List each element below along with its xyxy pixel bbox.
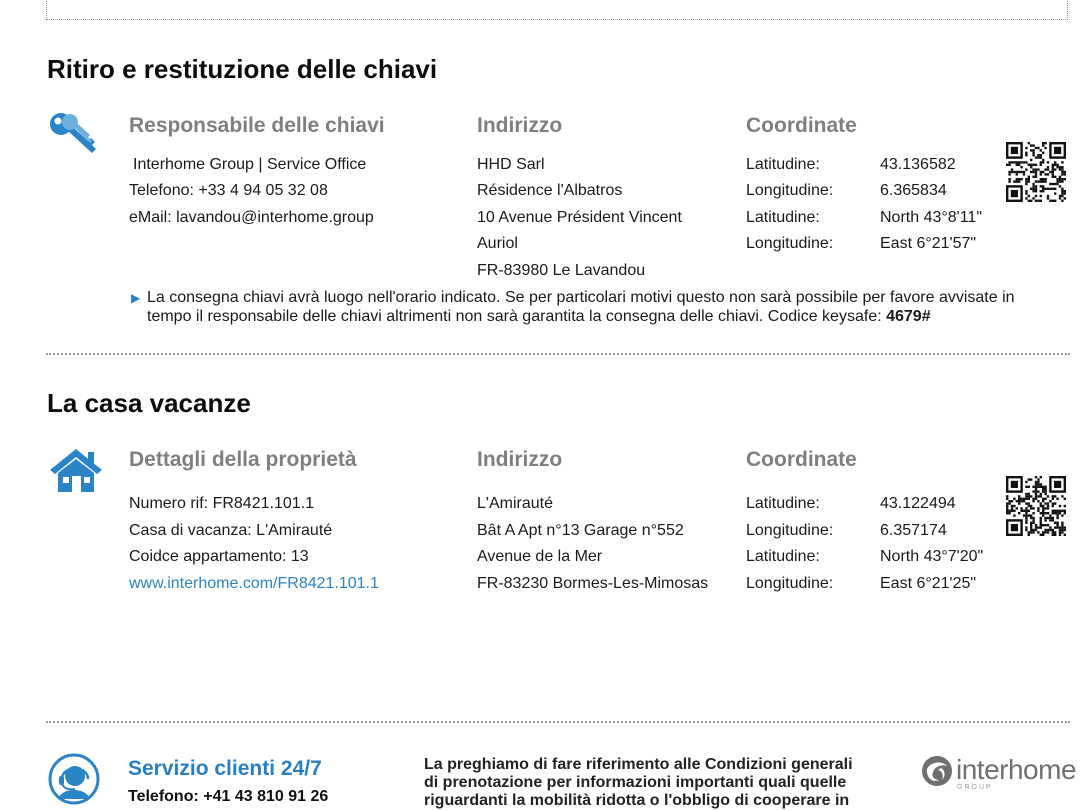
bullet-arrow-icon: ▶ [131, 291, 141, 305]
keys-coord-value: North 43°8'11" [880, 209, 983, 226]
keys-address-line: HHD Sarl [477, 156, 545, 173]
keys-coord-value: 6.365834 [880, 182, 947, 199]
keys-coord-label: Longitudine: [746, 182, 834, 199]
keys-coordinates-heading: Coordinate [746, 114, 857, 137]
interhome-logo [920, 752, 1075, 796]
service-title: Servizio clienti 24/7 [128, 757, 322, 780]
keys-coord-label: Latitudine: [746, 156, 820, 173]
keys-address-heading: Indirizzo [477, 114, 563, 137]
keys-address-line: FR-83980 Le Lavandou [477, 262, 646, 279]
house-details-heading: Dettagli della proprietà [129, 448, 357, 471]
house-coord-label: Latitudine: [746, 495, 820, 512]
house-coord-label: Longitudine: [746, 522, 834, 539]
logo-wordmark: interhome [956, 754, 1077, 785]
keys-coord-label: Latitudine: [746, 209, 820, 226]
house-coord-value: 43.122494 [880, 495, 956, 512]
qr-code-icon [1006, 476, 1066, 536]
keys-address-line: Auriol [477, 235, 518, 252]
house-ref-number: Numero rif: FR8421.101.1 [129, 495, 314, 512]
house-address-line: L'Amirauté [477, 495, 553, 512]
keys-responsible-heading: Responsabile delle chiavi [129, 114, 385, 137]
keys-note [131, 288, 1051, 326]
keys-address-line: 10 Avenue Président Vincent [477, 209, 682, 226]
qr-code-icon [1006, 142, 1066, 202]
house-address-line: Bât A Apt n°13 Garage n°552 [477, 522, 684, 539]
house-coord-value: 6.357174 [880, 522, 947, 539]
keys-coord-label: Longitudine: [746, 235, 834, 252]
house-icon [48, 446, 104, 494]
key-icon [48, 111, 102, 159]
house-coord-label: Latitudine: [746, 548, 820, 565]
house-coordinates-heading: Coordinate [746, 448, 857, 471]
terms-line: di prenotazione per informazioni importanti quali quelle [424, 774, 847, 791]
house-apartment-code: Coidce appartamento: 13 [129, 548, 309, 565]
service-phone: Telefono: +41 43 810 91 26 [128, 788, 329, 805]
logo-group-label: GROUP [957, 784, 993, 791]
house-coord-value: East 6°21'25" [880, 575, 977, 592]
keysafe-code: 4679# [886, 308, 931, 325]
interhome-logo-icon [920, 754, 954, 788]
house-address-heading: Indirizzo [477, 448, 563, 471]
terms-line: La preghiamo di fare riferimento alle Condizioni generali [424, 756, 853, 773]
house-coord-label: Longitudine: [746, 575, 834, 592]
house-section-title: La casa vacanze [47, 388, 251, 418]
keys-responsible-name: Interhome Group | Service Office [133, 156, 367, 173]
property-link[interactable]: www.interhome.com/FR8421.101.1 [129, 575, 379, 592]
keys-coord-value: East 6°21'57" [880, 235, 977, 252]
house-name: Casa di vacanza: L'Amirauté [129, 522, 333, 539]
house-coord-value: North 43°7'20" [880, 548, 984, 565]
house-address-line: Avenue de la Mer [477, 548, 603, 565]
section-divider [46, 353, 1070, 355]
terms-notice [424, 756, 853, 810]
keys-responsible-phone: Telefono: +33 4 94 05 32 08 [129, 182, 328, 199]
house-address-line: FR-83230 Bormes-Les-Mimosas [477, 575, 709, 592]
section-divider [46, 721, 1070, 723]
keys-address-line: Résidence l'Albatros [477, 182, 623, 199]
terms-line: riguardanti la mobilità ridotta o l'obbligo di cooperare in [424, 792, 850, 809]
keys-section-title: Ritiro e restituzione delle chiavi [47, 54, 438, 84]
keys-responsible-email: eMail: lavandou@interhome.group [129, 209, 374, 226]
keys-coord-value: 43.136582 [880, 156, 956, 173]
previous-section-box [46, 0, 1068, 20]
keys-note-text: La consegna chiavi avrà luogo nell'orario indicato. Se per particolari motivi questo non sarà possibile per favore avvisate in tempo il responsabile delle chiavi altrimenti non sarà garantita la consegna delle chiavi. Codice keysafe: [147, 289, 1015, 325]
support-headset-icon [48, 753, 100, 805]
